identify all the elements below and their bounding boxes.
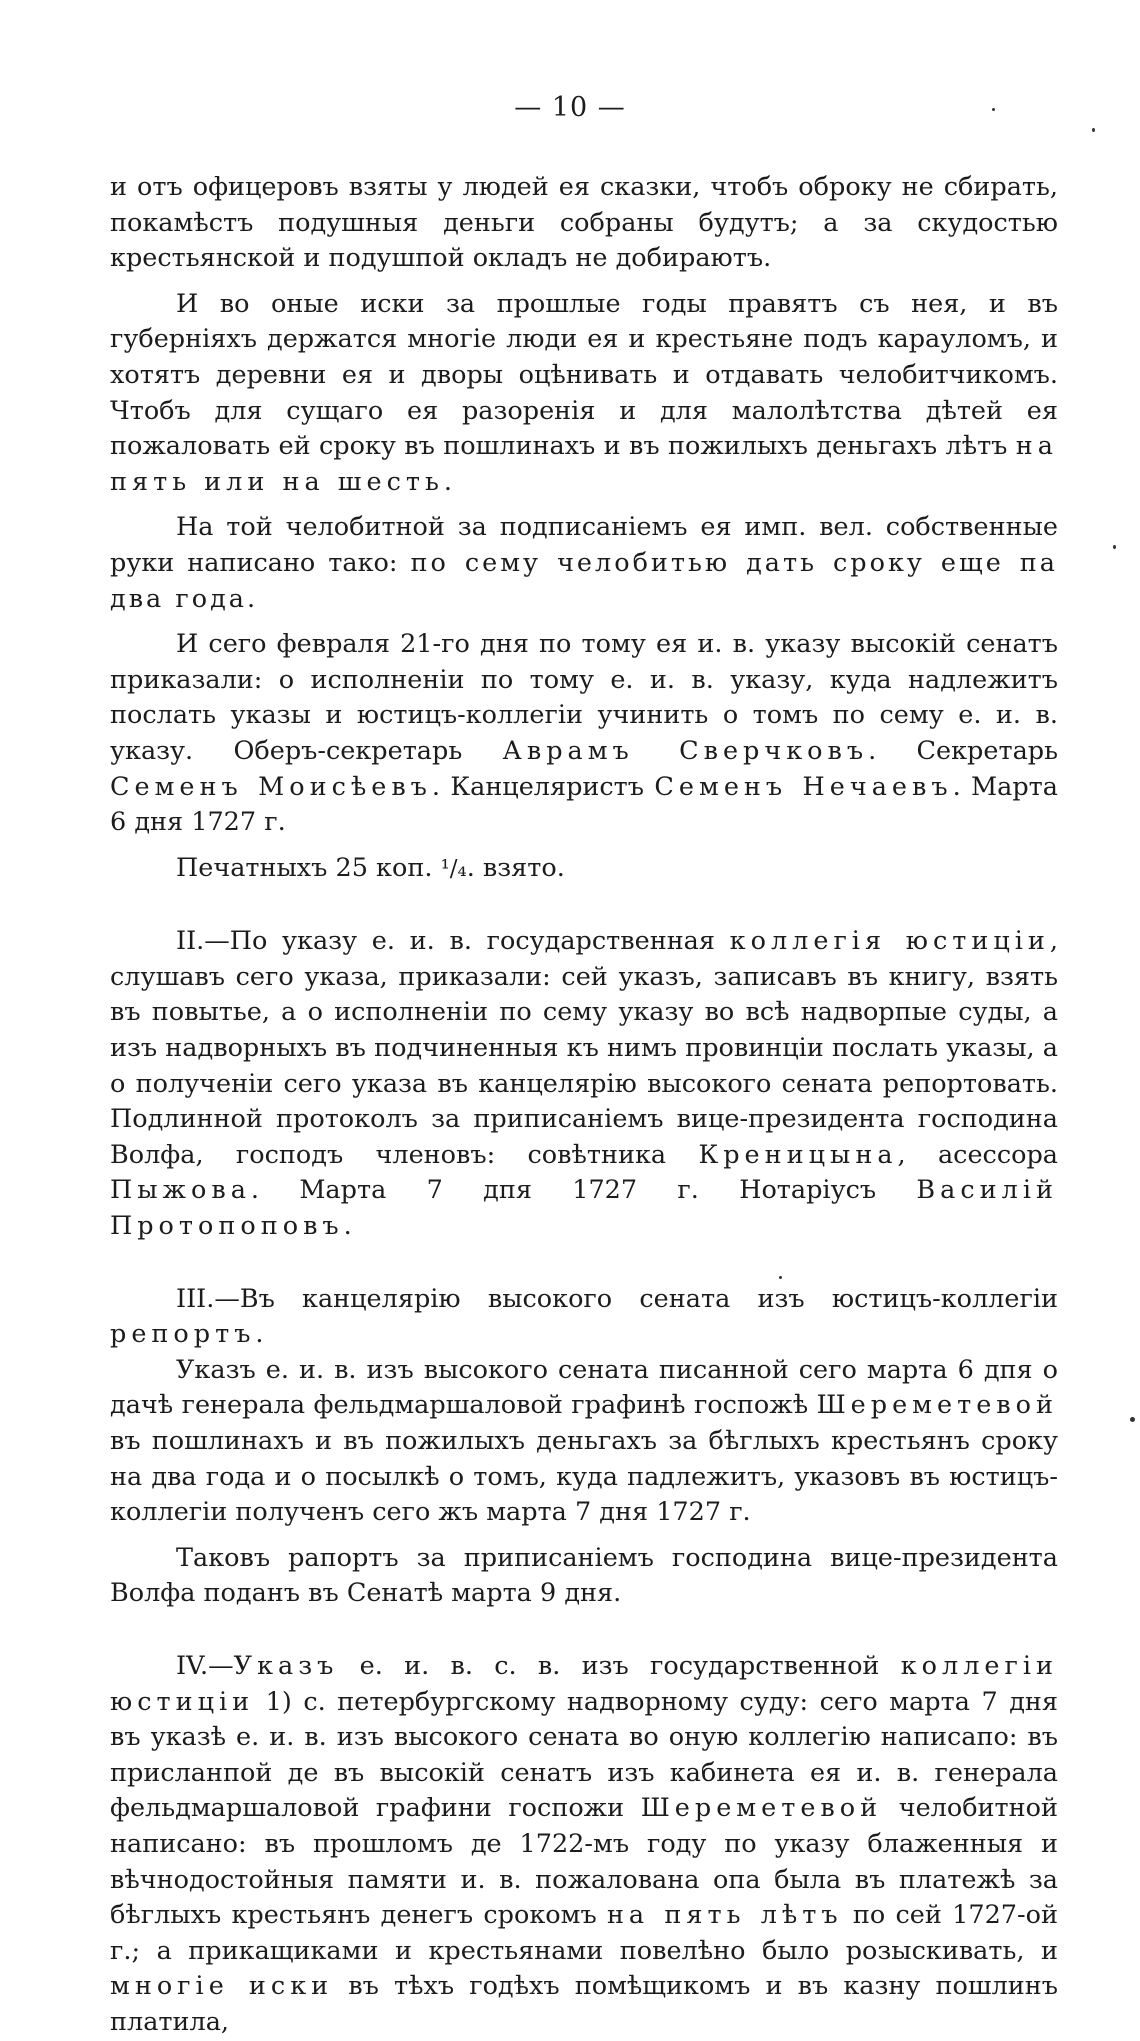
paragraph-3: На той челобитной за подписаніемъ ея имп. вел. собственные руки написано тако: по сему челобитью дать сроку еще па два года. bbox=[110, 512, 1058, 614]
paragraph-2: И во оные иски за прошлые годы правятъ съ нея, и въ губерніяхъ держатся многіе люди ея и крестьяне подъ карауломъ, и хотятъ деревни ея и дворы оцѣнивать и отдавать челобитчикомъ. Чтобъ для сущаго ея разоренія и для малолѣтства дѣтей ея пожаловать ей сроку въ пошлинахъ и въ пожилыхъ деньгахъ лѣтъ на пять или на шесть. bbox=[110, 288, 1058, 497]
paragraph-4: И сего февраля 21-го дня по тому ея и. в. указу высокій сенатъ приказали: о исполненіи по тому е. и. в. указу, куда надлежитъ послать указы и юстицъ-коллегіи учинить о томъ по сему е. и. в. указу. Оберъ-секретарь Аврамъ Сверчковъ. Секретарь Семенъ Моисѣевъ. Канцеляристъ Семенъ Нечаевъ. Марта 6 дня 1727 г. bbox=[110, 629, 1058, 838]
section-4: IV.—Указъ е. и. в. с. в. изъ государственной коллегіи юстиціи 1) с. петербургскому надворному суду: сего марта 7 дня въ указѣ е. и. в. изъ высокого сената во оную коллегію написапо: въ присланпой де въ высокій сенатъ изъ кабинета ея и. в. генерала фельдмаршаловой графини госпожи Шереметевой челобитной написано: въ прошломъ де 1722-мъ году по указу блаженныя и вѣчнодостойныя памяти и. в. пожалована опа была въ платежѣ за бѣглыхъ крестьянъ денегъ срокомъ на пять лѣтъ по сей 1727-ой г.; а прикащиками и крестьянами повелѣно было розыскивать, и многіе иски въ тѣхъ годѣхъ помѣщикомъ и въ казну пошлинъ платила, bbox=[110, 1650, 1059, 2037]
scan-speck bbox=[1113, 545, 1116, 549]
section-3: III.—Въ канцелярію высокого сената изъ юстицъ-коллегіи репортъ. bbox=[110, 1283, 1058, 1350]
page-number: — 10 — bbox=[514, 92, 626, 123]
scan-speck bbox=[1092, 128, 1095, 132]
scan-speck bbox=[1130, 1417, 1135, 1422]
scan-speck bbox=[992, 108, 995, 111]
document-body bbox=[110, 170, 1058, 2041]
section-2: II.—По указу е. и. в. государственная коллегія юстиціи, слушавъ сего указа, приказали: сей указъ, записавъ въ книгу, взять въ повытье, а о исполненіи по сему указу во всѣ надворпые суды, а изъ надворныхъ въ подчиненныя къ нимъ провинціи послать указы, а о полученіи сего указа въ канцелярію высокого сената репортовать. Подлинной протоколъ за приписаніемъ вице-президента господина Волфа, господъ членовъ: совѣтника Креницына, асессора Пыжова. Марта 7 дпя 1727 г. Нотаріусъ Василій Протопоповъ. bbox=[110, 926, 1058, 1242]
paragraph-6: Указъ е. и. в. изъ высокого сената писанной сего марта 6 дпя о дачѣ генерала фельдмаршаловой графинѣ госпожѣ Шереметевой въ пошлинахъ и въ пожилыхъ деньгахъ за бѣглыхъ крестьянъ сроку на два года и о посылкѣ о томъ, куда падлежитъ, указовъ въ юстицъ-коллегіи полученъ сего жъ марта 7 дня 1727 г. bbox=[110, 1354, 1058, 1528]
paragraph-1: и отъ офицеровъ взяты у людей ея сказки, чтобъ оброку не сбирать, покамѣстъ подушныя деньги собраны будутъ; а за скудостью крестьянской и подушпой окладъ не добираютъ. bbox=[110, 172, 1058, 274]
paragraph-5: Печатныхъ 25 коп. ¹/₄. взято. bbox=[176, 852, 565, 883]
scan-speck bbox=[779, 1276, 782, 1279]
paragraph-7: Таковъ рапортъ за приписаніемъ господина вице-президента Волфа поданъ въ Сенатѣ марта 9 дня. bbox=[110, 1542, 1058, 1609]
